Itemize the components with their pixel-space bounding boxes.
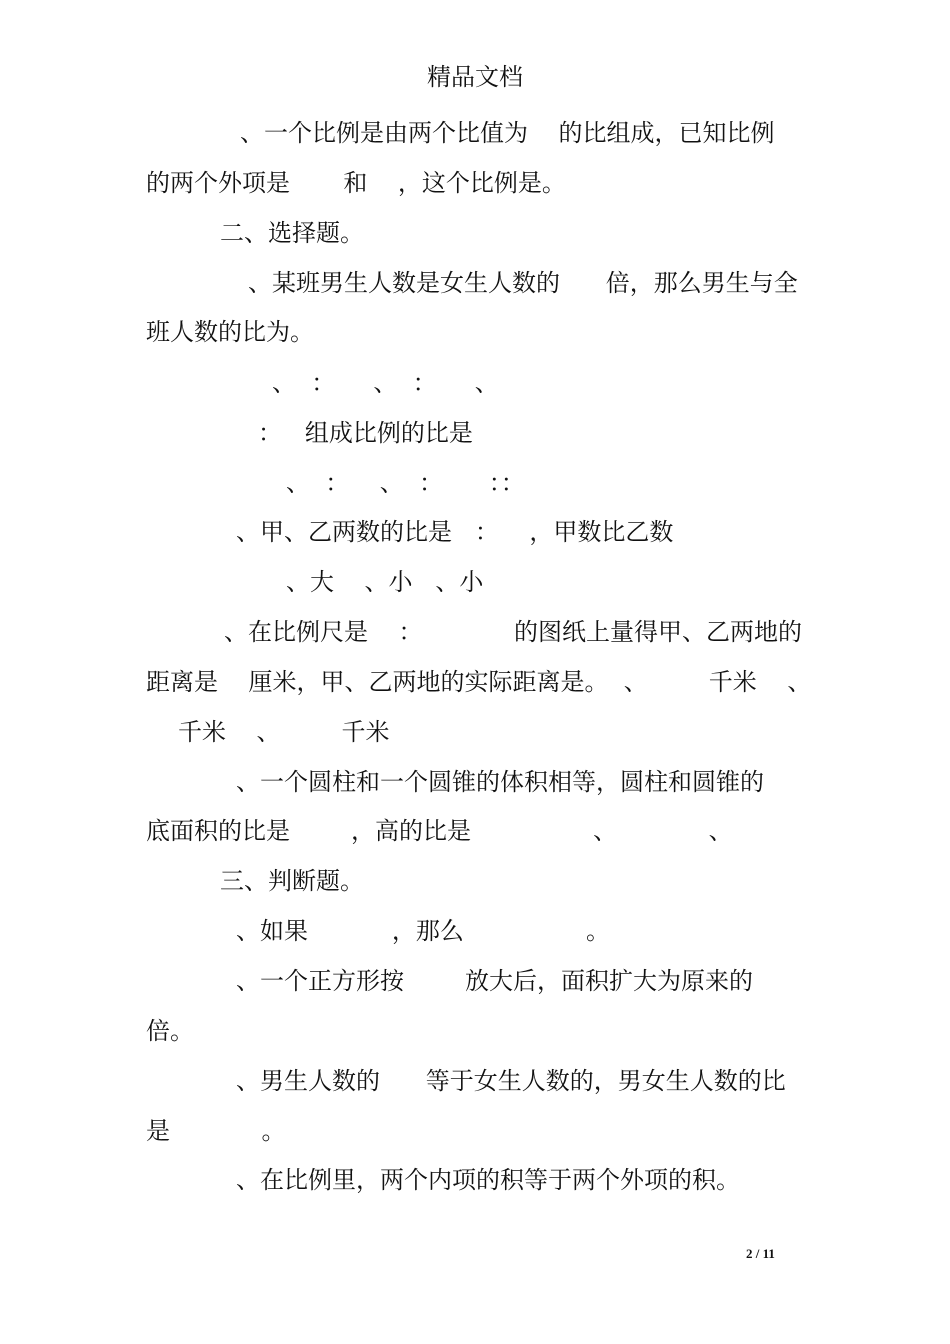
question-line: 底面积的比是 ，高的比是 、 、 <box>146 817 733 845</box>
question-line: 、男生人数的 等于女生人数的，男女生人数的比 <box>236 1067 786 1095</box>
options-line: 、 ： 、 ： 、 <box>272 369 499 397</box>
question-line: 、一个正方形按 放大后，面积扩大为原来的 <box>236 967 754 995</box>
question-line: 的两个外项是 和 ，这个比例是。 <box>146 169 566 197</box>
question-line: 距离是 厘米，甲、乙两地的实际距离是。 、 千米 、 <box>146 668 812 696</box>
section-heading: 二、选择题。 <box>220 219 364 247</box>
options-line: 、大 、小 、小 <box>286 568 484 596</box>
options-line: 千米 、 千米 <box>178 718 390 746</box>
question-line: 、在比例里，两个内项的积等于两个外项的积。 <box>236 1166 740 1194</box>
question-line: 、一个比例是由两个比值为 的比组成，已知比例 <box>240 119 775 147</box>
question-line: 班人数的比为。 <box>146 318 314 346</box>
question-line: 倍。 <box>146 1017 194 1045</box>
question-line: 、一个圆柱和一个圆锥的体积相等，圆柱和圆锥的 <box>236 768 764 796</box>
page-number: 2 / 11 <box>746 1246 775 1261</box>
question-line: 、某班男生人数是女生人数的 倍，那么男生与全 <box>248 269 798 297</box>
question-line: ： 组成比例的比是 <box>258 419 473 447</box>
section-heading: 三、判断题。 <box>220 867 364 895</box>
options-line: 、 ： 、 ： ：： <box>286 469 525 497</box>
question-line: 是 。 <box>146 1117 286 1145</box>
question-line: 、在比例尺是 ： 的图纸上量得甲、乙两地的 <box>224 618 803 646</box>
question-line: 、甲、乙两数的比是 ： ，甲数比乙数 <box>236 518 674 546</box>
page-header-title: 精品文档 <box>427 63 523 91</box>
question-line: 、如果 ，那么 。 <box>236 917 610 945</box>
